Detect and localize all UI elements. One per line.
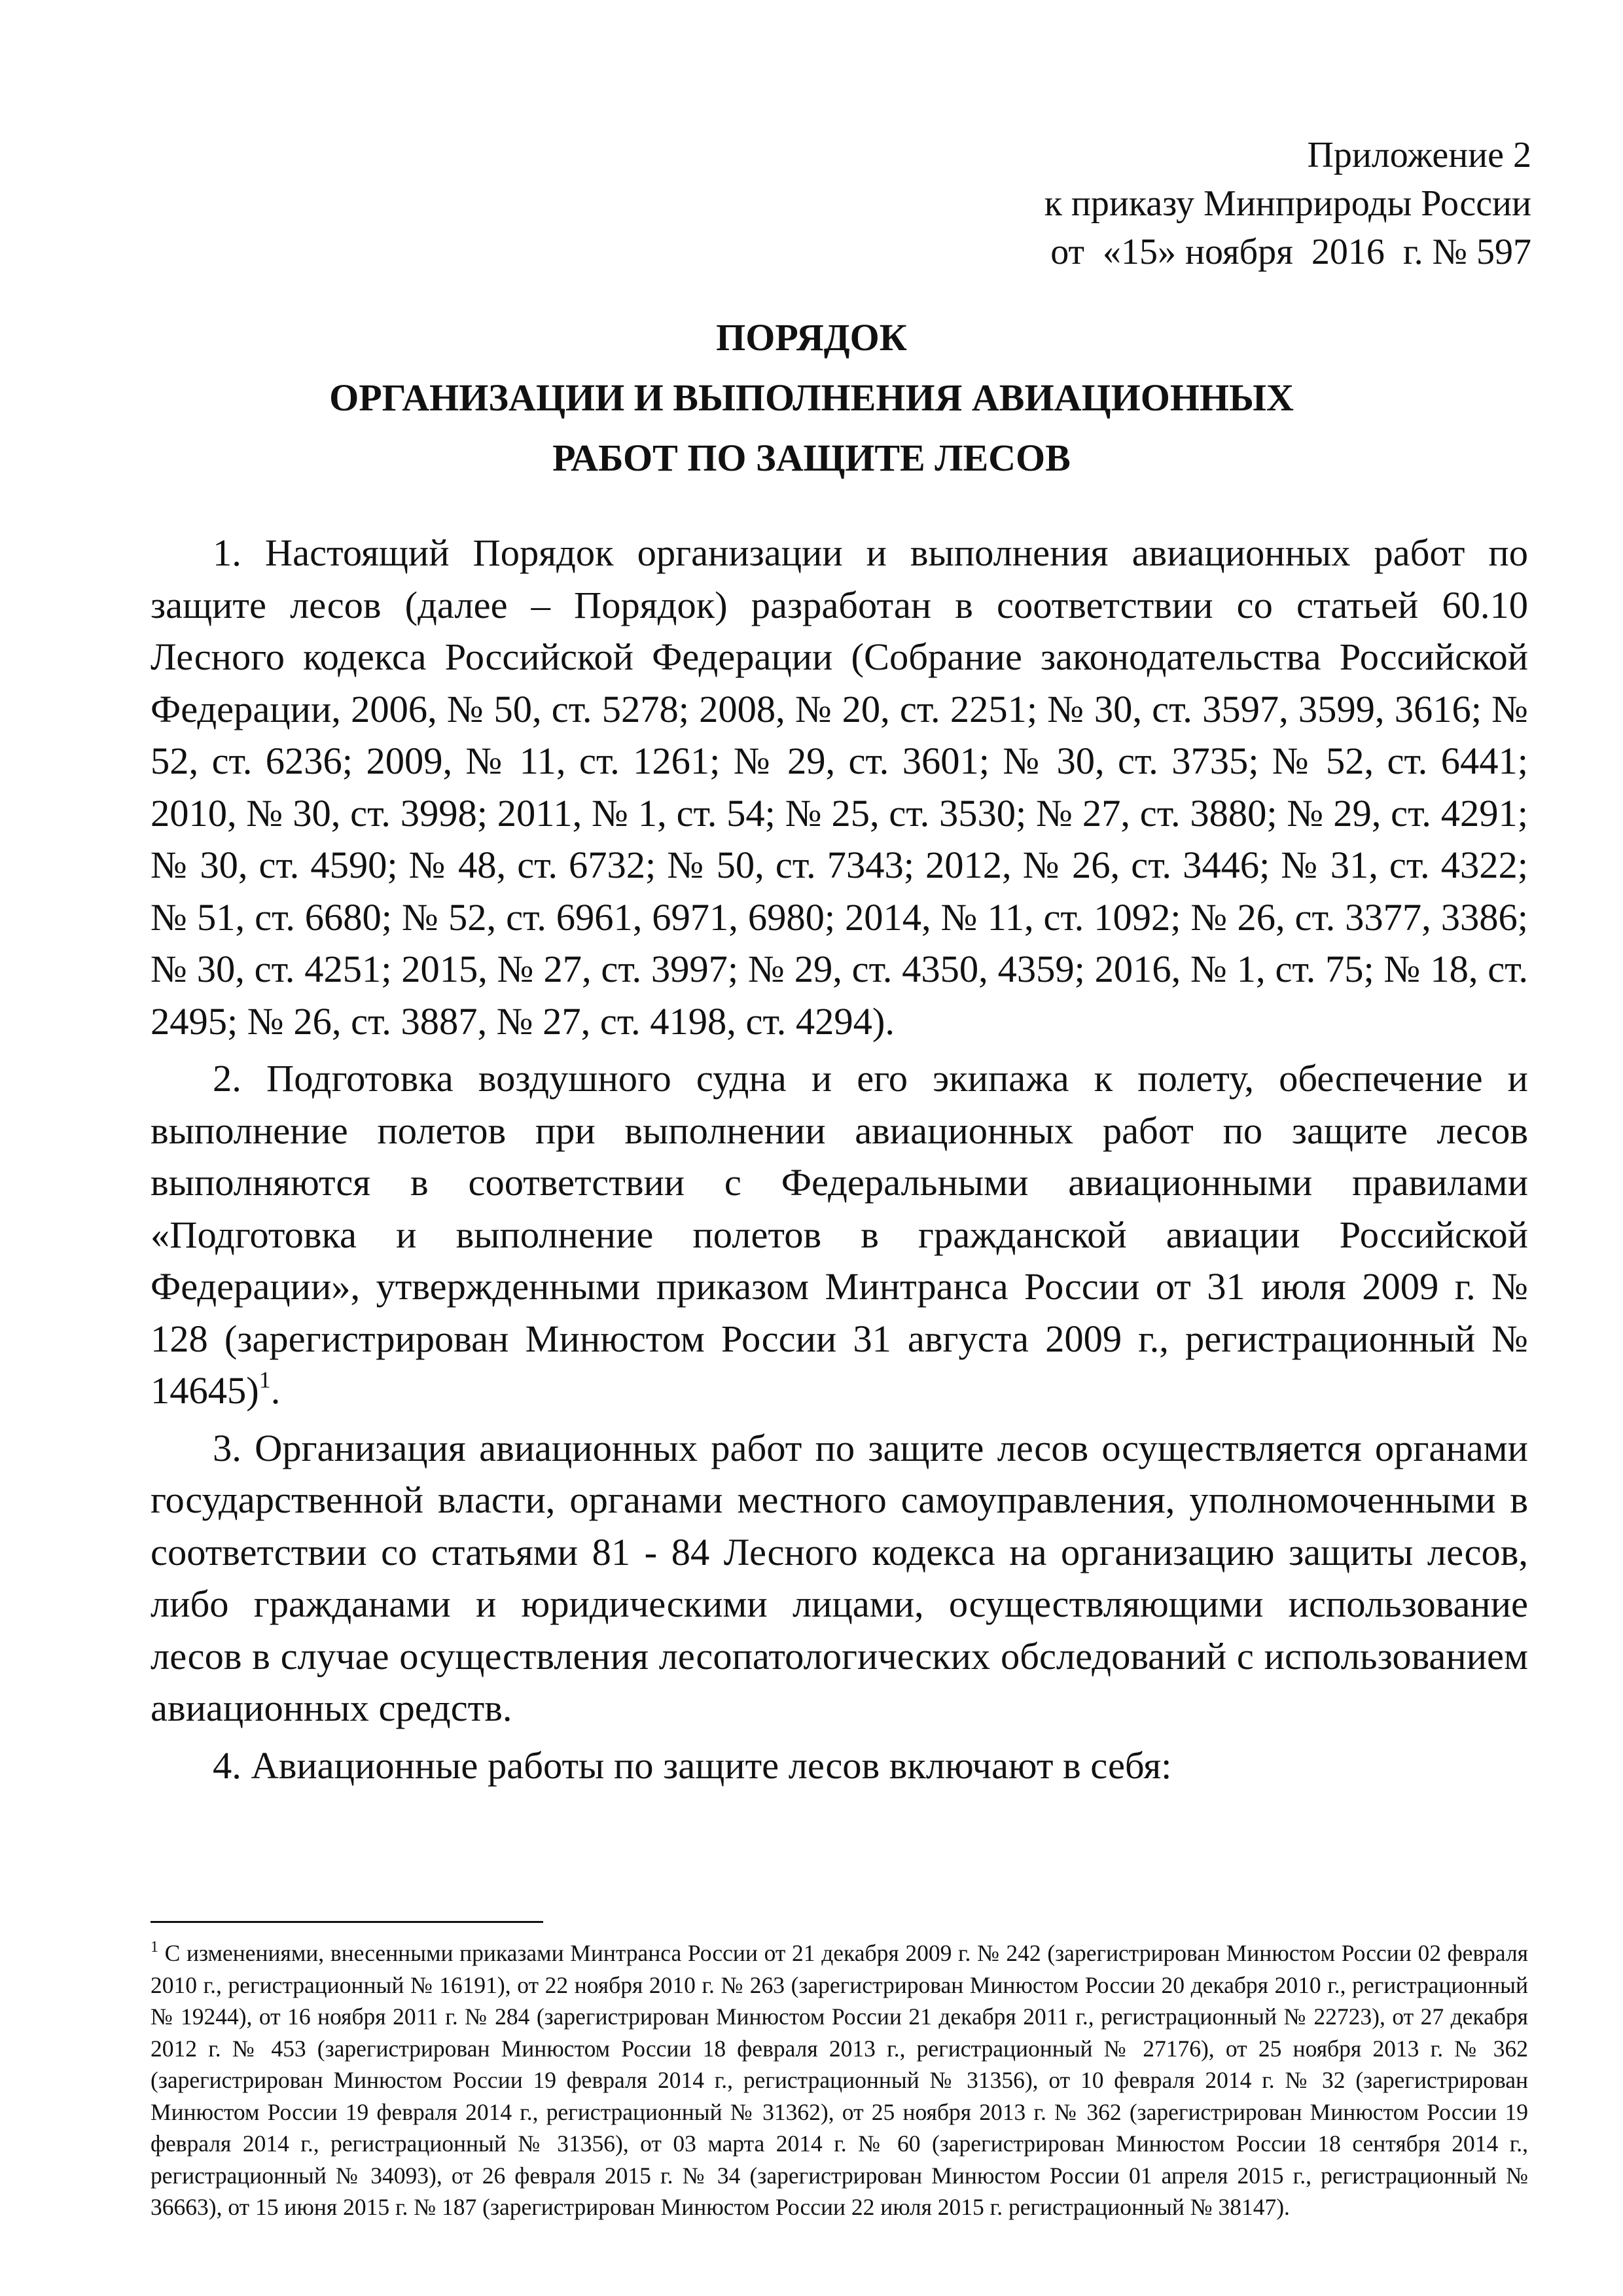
title-line-1: ПОРЯДОК: [716, 316, 907, 359]
appendix-number: Приложение 2: [1307, 135, 1531, 175]
title-line-2: ОРГАНИЗАЦИИ И ВЫПОЛНЕНИЯ АВИАЦИОННЫХ: [329, 376, 1294, 419]
footnote-reference: 1: [259, 1367, 271, 1393]
paragraph-2-text: 2. Подготовка воздушного судна и его экипажа к полету, обеспечение и выполнение полетов при выполнении авиационных работ по защите лесов выполняются в соответствии с Федеральными авиационными правилами «Подготовка и выполнение полетов в гражданской авиации Российской Федерации», утвержденными приказом Минтранса России от 31 июля 2009 г. № 128 (зарегистрирован Минюстом России 31 августа 2009 г., регистрационный № 14645): [151, 1057, 1528, 1412]
footnote-text: С изменениями, внесенными приказами Минтранса России от 21 декабря 2009 г. № 242 (зарегистрирован Минюстом России 02 февраля 2010 г., регистрационный № 16191), от 22 ноября 2010 г. № 263 (зарегистрирован Минюстом России 20 декабря 2010 г., регистрационный № 19244), от 16 ноября 2011 г. № 284 (зарегистрирован Минюстом России 21 декабря 2011 г., регистрационный № 22723), от 27 декабря 2012 г. № 453 (зарегистрирован Минюстом России 18 февраля 2013 г., регистрационный № 27176), от 25 ноября 2013 г. № 362 (зарегистрирован Минюстом России 19 февраля 2014 г., регистрационный № 31356), от 10 февраля 2014 г. № 32 (зарегистрирован Минюстом России 19 февраля 2014 г., регистрационный № 31362), от 25 ноября 2013 г. № 362 (зарегистрирован Минюстом России 19 февраля 2014 г., регистрационный № 31356), от 03 марта 2014 г. № 60 (зарегистрирован Минюстом России 18 сентября 2014 г., регистрационный № 34093), от 26 февраля 2015 г. № 34 (зарегистрирован Минюстом России 01 апреля 2015 г., регистрационный № 36663), от 15 июня 2015 г. № 187 (зарегистрирован Минюстом России 22 июля 2015 г. регистрационный № 38147).: [151, 1940, 1528, 2220]
footnote-marker: 1: [151, 1939, 158, 1956]
paragraph-2-end: .: [270, 1369, 281, 1412]
appendix-order-ref: к приказу Минприроды России: [1044, 183, 1531, 224]
title-line-3: РАБОТ ПО ЗАЩИТЕ ЛЕСОВ: [552, 437, 1071, 479]
paragraph-4: 4. Авиационные работы по защите лесов включают в себя:: [213, 1744, 1172, 1787]
document-body: [151, 527, 1528, 1797]
appendix-header: [1044, 131, 1531, 276]
footnote: [151, 1937, 1528, 2223]
footnote-divider: [151, 1921, 543, 1923]
paragraph-1: 1. Настоящий Порядок организации и выполнения авиационных работ по защите лесов (далее – Порядок) разработан в соответствии со статьей 60.10 Лесного кодекса Российской Федерации (Собрание законодательства Российской Федерации, 2006, № 50, ст. 5278; 2008, № 20, ст. 2251; № 30, ст. 3597, 3599, 3616; № 52, ст. 6236; 2009, № 11, ст. 1261; № 29, ст. 3601; № 30, ст. 3735; № 52, ст. 6441; 2010, № 30, ст. 3998; 2011, № 1, ст. 54; № 25, ст. 3530; № 27, ст. 3880; № 29, ст. 4291; № 30, ст. 4590; № 48, ст. 6732; № 50, ст. 7343; 2012, № 26, ст. 3446; № 31, ст. 4322; № 51, ст. 6680; № 52, ст. 6961, 6971, 6980; 2014, № 11, ст. 1092; № 26, ст. 3377, 3386; № 30, ст. 4251; 2015, № 27, ст. 3997; № 29, ст. 4350, 4359; 2016, № 1, ст. 75; № 18, ст. 2495; № 26, ст. 3887, № 27, ст. 4198, ст. 4294).: [151, 531, 1528, 1043]
appendix-order-date: от «15» ноября 2016 г. № 597: [1050, 232, 1531, 272]
paragraph-3: 3. Организация авиационных работ по защите лесов осуществляется органами государственной власти, органами местного самоуправления, уполномоченными в соответствии со статьями 81 - 84 Лесного кодекса на организацию защиты лесов, либо гражданами и юридическими лицами, осуществляющими использование лесов в случае осуществления лесопатологических обследований с использованием авиационных средств.: [151, 1426, 1528, 1729]
paragraph-2: [151, 1052, 1528, 1417]
document-title: [0, 308, 1623, 488]
